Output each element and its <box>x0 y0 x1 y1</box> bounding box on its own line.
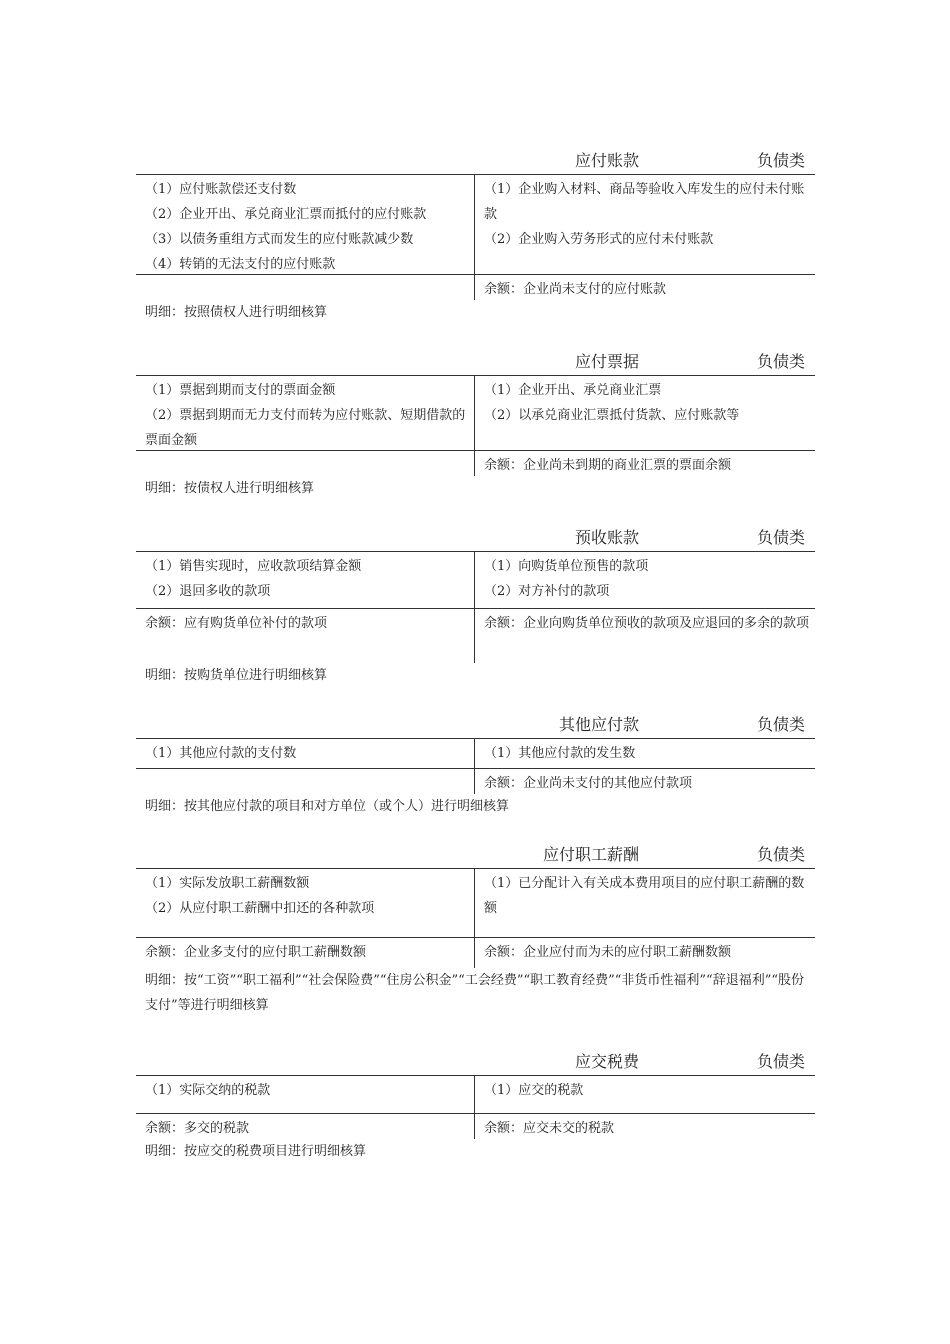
debit-entry: （2）企业开出、承兑商业汇票而抵付的应付账款 <box>145 207 427 222</box>
credit-entry: （1）其他应付款的发生数 <box>484 746 636 761</box>
t-account-body <box>136 552 815 609</box>
debit-side <box>136 376 475 450</box>
account-title-row <box>136 148 815 174</box>
credit-side <box>475 175 815 274</box>
account-category: 负债类 <box>756 151 805 170</box>
debit-entry: （2）从应付职工薪酬中扣还的各种款项 <box>145 901 375 916</box>
detail-note: 明细：按其他应付款的项目和对方单位（或个人）进行明细核算 <box>145 799 510 814</box>
credit-balance: 余额：企业尚未支付的应付账款 <box>484 282 667 297</box>
t-account-table <box>136 738 815 794</box>
credit-side <box>475 376 815 450</box>
debit-side <box>136 552 475 608</box>
t-account-body <box>136 376 815 451</box>
detail-note: 明细：按照债权人进行明细核算 <box>145 305 328 320</box>
t-account-table <box>136 1075 815 1139</box>
account-section-other-payables <box>136 712 815 819</box>
credit-entry: （1）已分配计入有关成本费用项目的应付职工薪酬的数额 <box>484 876 805 916</box>
debit-entry: （3）以债务重组方式而发生的应付账款减少数 <box>145 232 414 247</box>
account-category: 负债类 <box>756 528 805 547</box>
account-name: 应付票据 <box>574 352 639 371</box>
t-account-balance <box>136 769 815 794</box>
credit-entry: （2）对方补付的款项 <box>484 584 610 599</box>
t-account-balance <box>136 609 815 663</box>
t-account-balance <box>136 1114 815 1139</box>
debit-entry: （1）实际交纳的税款 <box>145 1083 271 1098</box>
debit-entry: （1）销售实现时，应收款项结算金额 <box>145 559 362 574</box>
t-account-balance <box>136 275 815 300</box>
debit-side <box>136 175 475 274</box>
detail-note: 明细：按购货单位进行明细核算 <box>145 668 328 683</box>
debit-entry: （1）其他应付款的支付数 <box>145 746 297 761</box>
t-account-balance <box>136 451 815 476</box>
account-category: 负债类 <box>756 1052 805 1071</box>
debit-side <box>136 739 475 768</box>
credit-side <box>475 739 815 768</box>
debit-balance <box>136 275 475 300</box>
credit-side <box>475 552 815 608</box>
debit-balance <box>136 451 475 476</box>
debit-balance: 余额：多交的税款 <box>136 1114 475 1139</box>
credit-side <box>475 869 815 937</box>
account-section-notes-payable <box>136 349 815 501</box>
t-account-body <box>136 175 815 275</box>
t-account-table <box>136 551 815 663</box>
credit-entry: （1）向购货单位预售的款项 <box>484 559 649 574</box>
t-account-body <box>136 1076 815 1114</box>
account-section-accounts-payable <box>136 148 815 325</box>
detail-note: 明细：按应交的税费项目进行明细核算 <box>145 1144 367 1159</box>
account-title-row <box>136 1049 815 1075</box>
credit-entry: （2）企业购入劳务形式的应付未付账款 <box>484 232 714 247</box>
credit-balance: 余额：企业向购货单位预收的款项及应退回的多余的款项 <box>484 616 810 631</box>
debit-balance: 余额：企业多支付的应付职工薪酬数额 <box>136 938 475 968</box>
credit-entry: （1）企业购入材料、商品等验收入库发生的应付未付账款 <box>484 182 805 222</box>
debit-entry: （1）票据到期而支付的票面金额 <box>145 383 336 398</box>
credit-side <box>475 1076 815 1113</box>
account-title-row <box>136 712 815 738</box>
credit-entry: （2）以承兑商业汇票抵付货款、应付账款等 <box>484 408 740 423</box>
debit-entry: （2）退回多收的款项 <box>145 584 271 599</box>
debit-entry: （1）应付账款偿还支付数 <box>145 182 297 197</box>
account-name: 预收账款 <box>574 528 639 547</box>
credit-entry: （1）企业开出、承兑商业汇票 <box>484 383 662 398</box>
detail-note: 明细：按债权人进行明细核算 <box>145 481 315 496</box>
account-category: 负债类 <box>756 845 805 864</box>
credit-balance: 余额：企业应付而为未的应付职工薪酬数额 <box>484 945 732 960</box>
account-name: 应交税费 <box>574 1052 639 1071</box>
credit-balance: 余额：企业尚未到期的商业汇票的票面余额 <box>484 458 732 473</box>
t-account-body <box>136 869 815 938</box>
debit-side <box>136 1076 475 1113</box>
account-title-row <box>136 525 815 551</box>
account-name: 应付账款 <box>574 151 639 170</box>
debit-entry: （4）转销的无法支付的应付账款 <box>145 257 336 272</box>
credit-entry: （1）应交的税款 <box>484 1083 584 1098</box>
t-account-body <box>136 739 815 769</box>
t-account-balance <box>136 938 815 968</box>
detail-note: 明细：按“工资”“职工福利”“社会保险费”“住房公积金”“工会经费”“职工教育经费”“非货币性福利”“辞退福利”“股份支付”等进行明细核算 <box>145 973 804 1013</box>
account-category: 负债类 <box>756 715 805 734</box>
debit-balance: 余额：应有购货单位补付的款项 <box>136 609 475 663</box>
account-section-employee-compensation <box>136 842 815 1018</box>
credit-balance: 余额：企业尚未支付的其他应付款项 <box>484 776 693 791</box>
debit-entry: （1）实际发放职工薪酬数额 <box>145 876 310 891</box>
t-account-table <box>136 375 815 476</box>
account-name: 应付职工薪酬 <box>542 845 639 864</box>
t-account-table <box>136 174 815 300</box>
account-category: 负债类 <box>756 352 805 371</box>
debit-entry: （2）票据到期而无力支付而转为应付账款、短期借款的票面金额 <box>145 408 466 448</box>
t-account-table <box>136 868 815 968</box>
account-name: 其他应付款 <box>558 715 639 734</box>
account-title-row <box>136 349 815 375</box>
account-title-row <box>136 842 815 868</box>
credit-balance: 余额：应交未交的税款 <box>484 1121 615 1136</box>
debit-balance <box>136 769 475 794</box>
debit-side <box>136 869 475 937</box>
account-section-advance-receipts <box>136 525 815 688</box>
account-section-taxes-payable <box>136 1049 815 1164</box>
